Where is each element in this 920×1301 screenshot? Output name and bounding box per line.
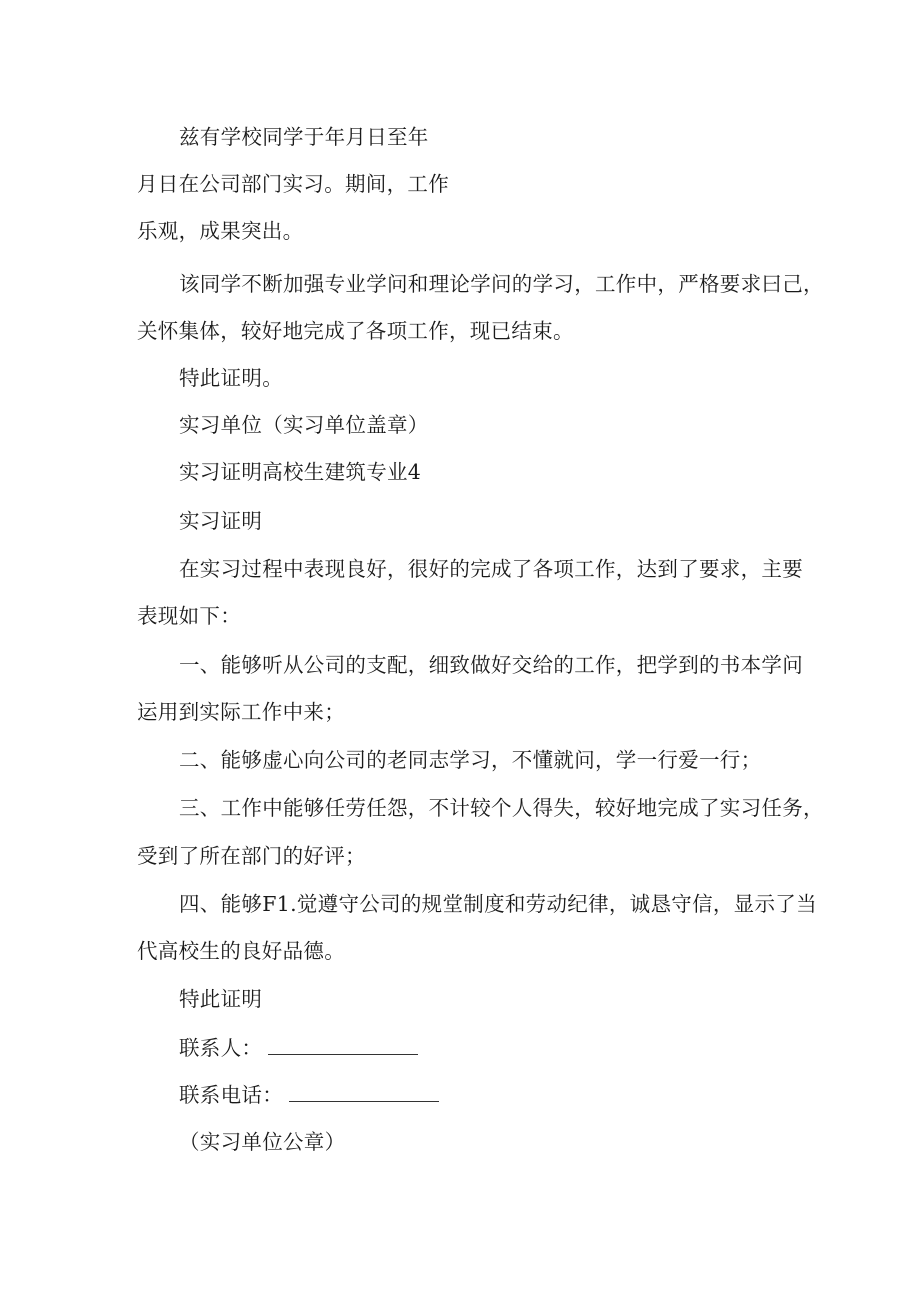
document-title: 实习证明 [179,509,263,533]
text-line: 三、工作中能够任劳任怨，不计较个人得失，较好地完成了实习任务， [179,796,824,820]
contact-phone-label: 联系电话： [179,1083,283,1107]
text-line: 在实习过程中表现良好，很好的完成了各项工作，达到了要求，主要 [179,557,803,581]
contact-person-row [179,1034,418,1062]
text-line: 特此证明 [179,987,263,1011]
section-heading: 实习证明高校生建筑专业4 [179,460,422,484]
text-line: 运用到实际工作中来； [137,700,345,724]
text-line: 月日在公司部门实习。期间，工作 [137,172,449,196]
text-line: 实习单位（实习单位盖章） [179,413,429,437]
seal-note: （实习单位公章） [179,1130,346,1154]
text-line: 代高校生的良好品德。 [137,939,345,963]
contact-phone-blank [289,1083,439,1102]
text-line: 特此证明。 [179,366,283,390]
contact-person-blank [268,1036,418,1055]
text-line: 兹有学校同学于年月日至年 [179,125,429,149]
text-line: 受到了所在部门的好评； [137,844,366,868]
text-line: 一、能够听从公司的支配，细致做好交给的工作，把学到的书本学问 [179,653,803,677]
contact-person-label: 联系人： [179,1036,263,1060]
text-line: 关怀集体，较好地完成了各项工作，现已结束。 [137,319,574,343]
text-line: 该同学不断加强专业学问和理论学问的学习，工作中，严格要求曰己， [179,272,824,296]
text-line: 二、能够虚心向公司的老同志学习，不懂就问，学一行爱一行； [179,748,762,772]
contact-phone-row [179,1081,439,1109]
text-line: 乐观，成果突出。 [137,219,304,243]
text-line: 四、能够F1.觉遵守公司的规堂制度和劳动纪律，诚恳守信，显示了当 [179,892,817,916]
text-line: 表现如下： [137,604,241,628]
